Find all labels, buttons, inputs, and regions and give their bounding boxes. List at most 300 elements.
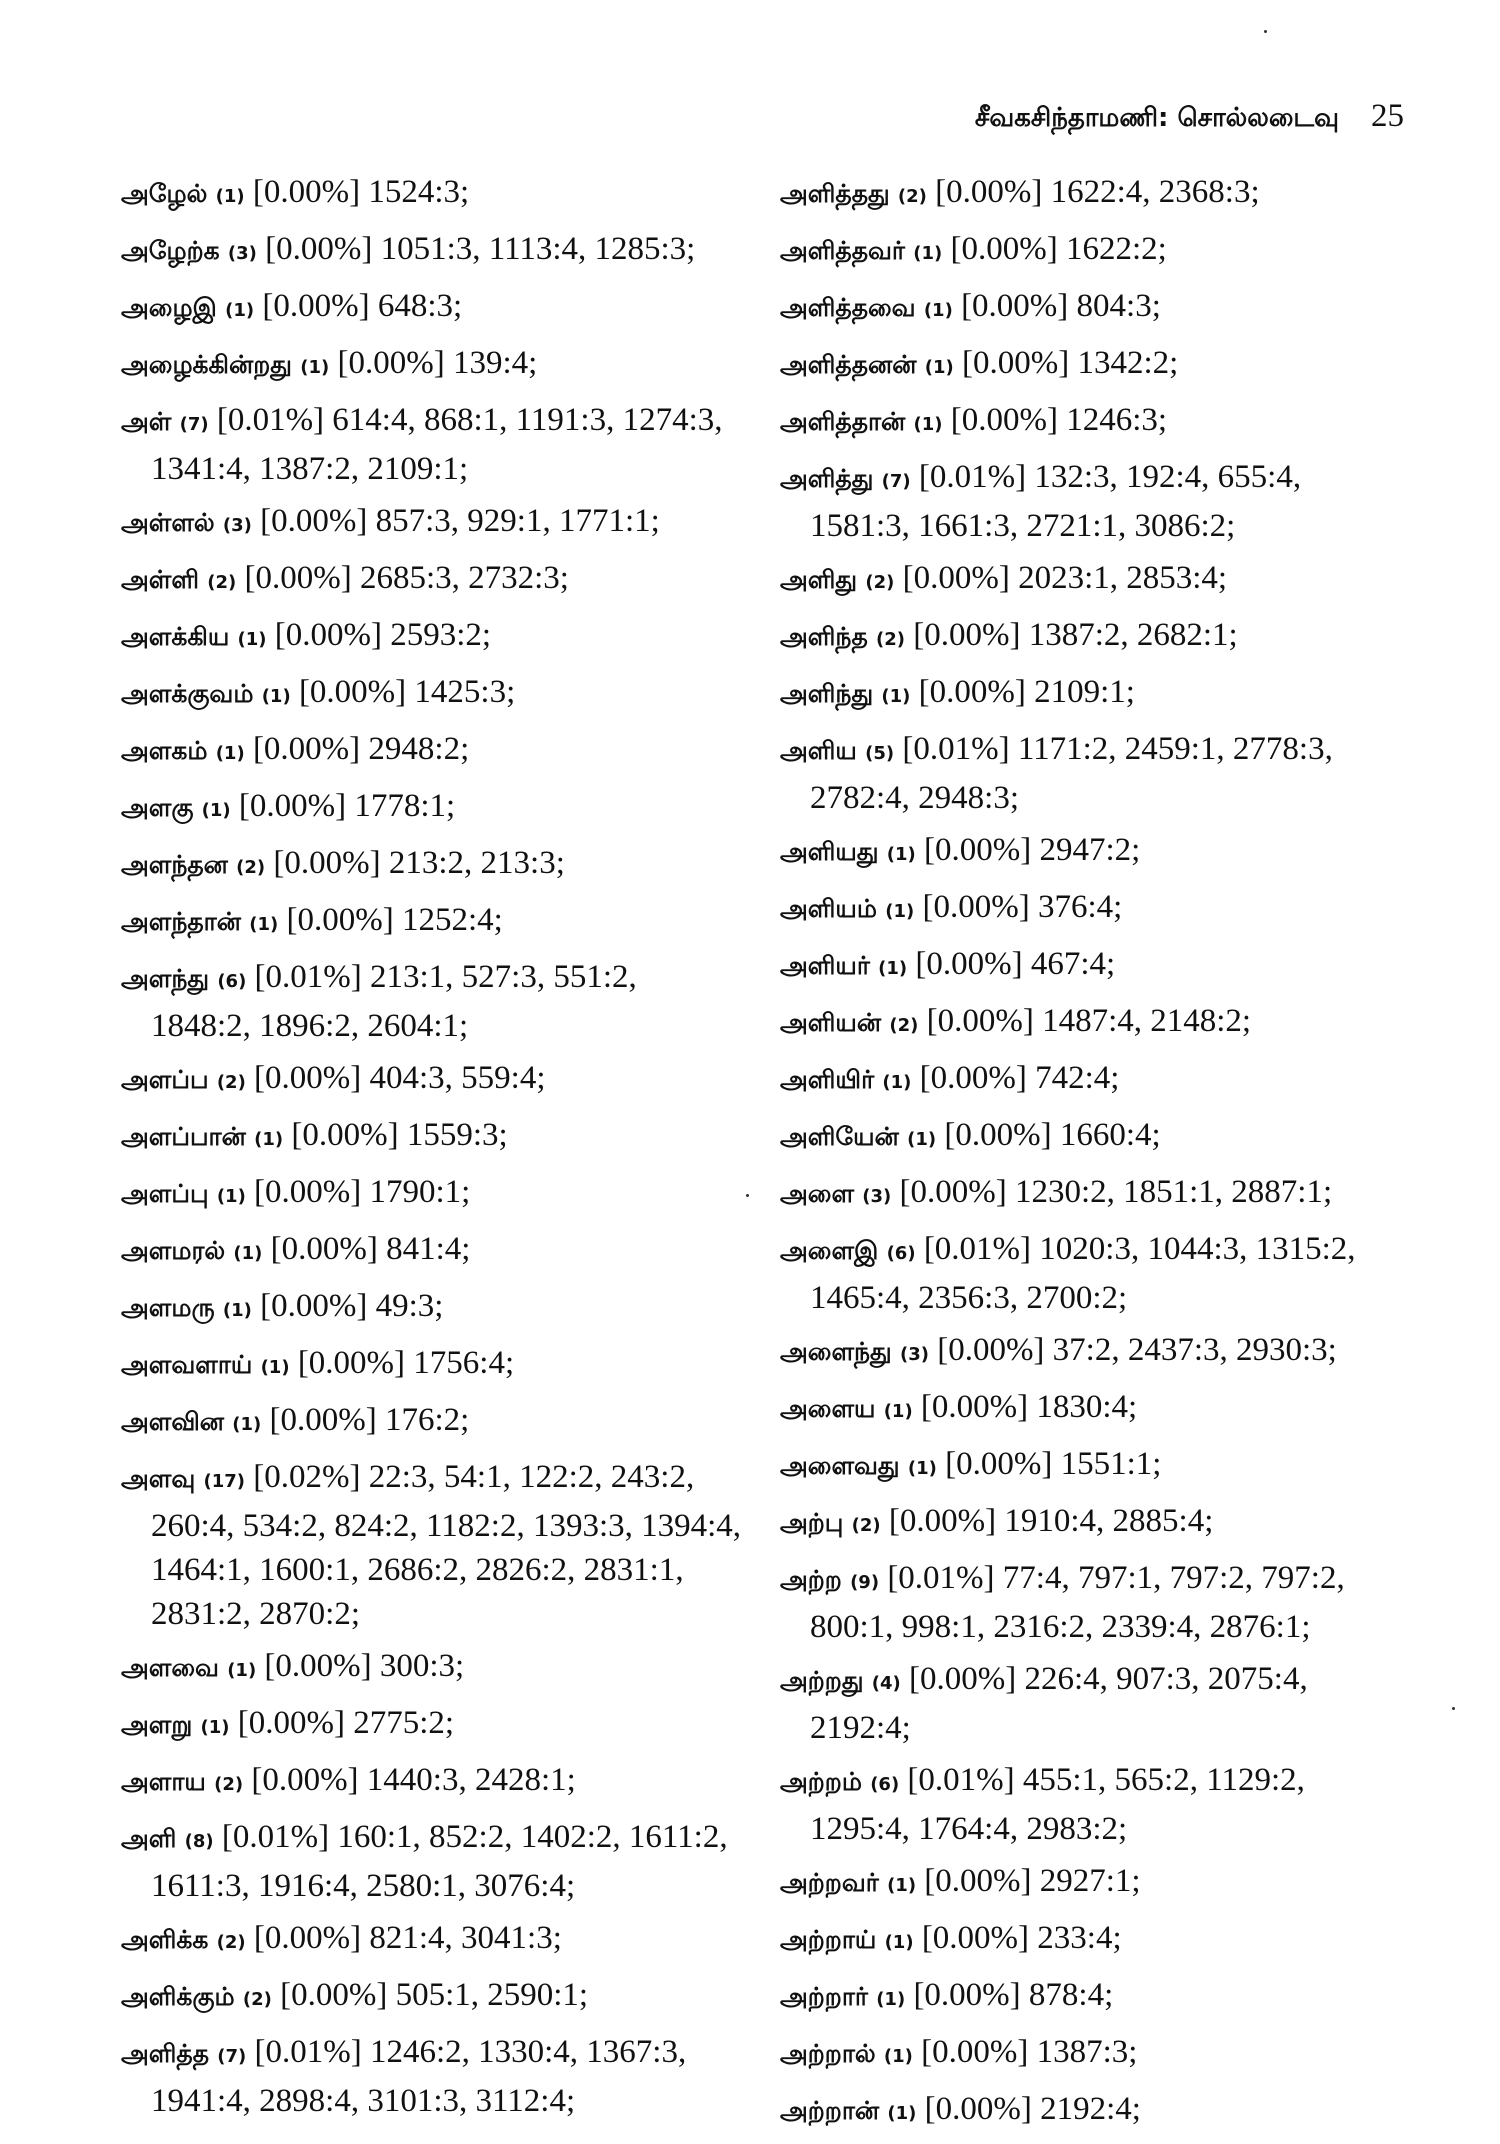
entry-count: (1) [883,1401,913,1422]
entry-percentage: [0.00%] [238,788,347,824]
entry-references: 1622:2; [1065,231,1167,267]
index-entry [121,170,743,219]
index-entry [121,1916,743,1965]
entry-percentage: [0.00%] [944,1117,1052,1153]
index-entry [121,1455,743,1636]
entry-count: (7) [881,471,911,492]
index-entry [121,613,743,662]
entry-percentage: [0.00%] [298,674,407,710]
entry-count: (6) [886,1243,916,1264]
entry-percentage: [0.00%] [253,1920,362,1956]
entry-percentage: [0.01%] [902,731,1010,767]
index-entry [121,284,743,333]
entry-references: 1559:3; [406,1117,508,1153]
entry-headword: அற்றான் [780,2096,880,2125]
entry-count: (1) [923,300,953,321]
entry-percentage: [0.00%] [251,1762,359,1798]
entry-percentage: [0.00%] [269,1402,377,1438]
entry-count: (1) [300,357,330,378]
entry-headword: அளப்பான் [121,1122,246,1151]
entry-percentage: [0.00%] [961,345,1070,381]
entry-headword: அளறு [121,1710,193,1739]
index-entry [780,1657,1402,1750]
entry-count: (9) [850,1572,880,1593]
entry-count: (1) [260,1357,290,1378]
entry-headword: அழைக்கின்றது [121,350,292,379]
entry-count: (1) [884,1932,914,1953]
entry-headword: அளமரு [121,1293,215,1322]
entry-references: 1487:4, 2148:2; [1042,1003,1252,1039]
index-entry [121,1170,743,1219]
entry-references: 878:4; [1028,1977,1114,2013]
index-entry [780,828,1402,877]
index-entry [121,1758,743,1807]
entry-count: (7) [179,414,209,435]
entry-references: 614:4, 868:1, 1191:3, 1274:3, 1341:4, 1387:2, 2109:1; [151,402,723,487]
entry-percentage: [0.01%] [887,1560,995,1596]
entry-count: (1) [924,357,954,378]
entry-count: (1) [216,1186,246,1207]
index-entry [121,1341,743,1390]
entry-headword: அளிய [780,736,857,765]
entry-headword: அளிது [780,565,858,594]
entry-count: (1) [913,414,943,435]
index-entry [780,1916,1402,1965]
entry-references: 160:1, 852:2, 1402:2, 1611:2, 1611:3, 1916:4, 2580:1, 3076:4; [151,1819,728,1904]
entry-headword: அளாய [121,1767,206,1796]
entry-count: (1) [201,800,231,821]
entry-percentage: [0.01%] [907,1762,1015,1798]
entry-percentage: [0.00%] [921,1920,1030,1956]
index-entry [780,1859,1402,1908]
index-entry [121,784,743,833]
entry-references: 376:4; [1037,889,1123,925]
entry-headword: அளித்து [780,464,874,493]
entry-references: 2947:2; [1039,832,1141,868]
entry-headword: அளகம் [121,736,208,765]
index-entry [121,398,743,491]
index-entry [121,556,743,605]
index-entry [780,727,1402,820]
entry-percentage: [0.01%] [216,402,325,438]
entry-count: (1) [881,686,911,707]
entry-headword: அளவளாய் [121,1350,253,1379]
entry-percentage: [0.00%] [919,1060,1027,1096]
entry-percentage: [0.00%] [252,174,361,210]
entry-headword: அளி [121,1824,177,1853]
entry-count: (2) [216,1072,246,1093]
entry-headword: அளக்குவம் [121,679,254,708]
index-entry [780,170,1402,219]
entry-headword: அளக்கிய [121,622,230,651]
index-entry [121,841,743,890]
entry-references: 1790:1; [369,1174,471,1210]
entry-headword: அளியது [780,837,879,866]
entry-references: 1440:3, 2428:1; [366,1762,576,1798]
entry-count: (4) [871,1673,901,1694]
entry-headword: அளித்தனன் [780,350,917,379]
entry-references: 233:4; [1037,1920,1122,1956]
index-entry [780,1227,1402,1320]
entry-headword: அற்றது [780,1666,864,1695]
entry-references: 505:1, 2590:1; [395,1977,589,2013]
entry-headword: அளவின [121,1407,225,1436]
entry-references: 2775:2; [353,1705,455,1741]
entry-headword: அற்ற [780,1565,842,1594]
index-entry [121,341,743,390]
entry-references: 77:4, 797:1, 797:2, 797:2, 800:1, 998:1, 2316:2, 2339:4, 2876:1; [810,1560,1345,1645]
entry-headword: அளியிர் [780,1065,875,1094]
entry-headword: அழைஇ [121,293,217,322]
entry-count: (1) [225,300,255,321]
entry-percentage: [0.01%] [254,959,362,995]
entry-headword: அளிந்து [780,679,874,708]
index-entry [780,2087,1402,2136]
entry-percentage: [0.00%] [270,1231,378,1267]
entry-headword: அளந்தான் [121,907,241,936]
entry-references: 2685:3, 2732:3; [359,560,569,596]
entry-references: 226:4, 907:3, 2075:4, 2192:4; [810,1661,1308,1746]
entry-references: 213:2, 213:3; [388,845,565,881]
entry-headword: அளமரல் [121,1236,226,1265]
entry-references: 1756:4; [413,1345,515,1381]
entry-references: 821:4, 3041:3; [369,1920,562,1956]
entry-percentage: [0.00%] [937,1332,1045,1368]
entry-count: (1) [907,1458,937,1479]
entry-percentage: [0.00%] [920,1389,1029,1425]
entry-headword: அளைஇ [780,1236,879,1265]
entry-headword: அளை [780,1179,854,1208]
entry-count: (3) [862,1186,892,1207]
entry-references: 213:1, 527:3, 551:2, 1848:2, 1896:2, 2604:1; [151,959,637,1044]
entry-references: 1778:1; [354,788,456,824]
entry-references: 37:2, 2437:3, 2930:3; [1052,1332,1337,1368]
entry-references: 455:1, 565:2, 1129:2, 1295:4, 1764:4, 2983:2; [810,1762,1305,1847]
entry-count: (8) [184,1831,214,1852]
entry-count: (1) [232,1414,262,1435]
entry-count: (1) [249,914,279,935]
index-entry [780,999,1402,1048]
entry-count: (2) [865,572,895,593]
entry-headword: அளவு [121,1464,196,1493]
index-entry [780,885,1402,934]
entry-percentage: [0.00%] [337,345,445,381]
entry-references: 300:3; [379,1648,465,1684]
entry-headword: அற்றவர் [780,1868,879,1897]
entry-percentage: [0.00%] [273,845,381,881]
entry-references: 2593:2; [390,617,492,653]
entry-references: 857:3, 929:1, 1771:1; [375,503,660,539]
entry-count: (1) [233,1243,263,1264]
entry-headword: அற்றால் [780,2039,876,2068]
index-entry [121,1973,743,2022]
entry-percentage: [0.00%] [262,288,370,324]
entry-percentage: [0.00%] [950,231,1058,267]
entry-references: 1246:2, 1330:4, 1367:3, 1941:4, 2898:4, 3101:3, 3112:4; [151,2034,687,2119]
entry-percentage: [0.00%] [935,174,1043,210]
entry-count: (1) [215,186,245,207]
header-title: சீவகசிந்தாமணி: சொல்லடைவு [974,103,1339,133]
entry-headword: அளகு [121,793,194,822]
index-entry [780,1442,1402,1491]
entry-references: 1171:2, 2459:1, 2778:3, 2782:4, 2948:3; [810,731,1333,816]
entry-references: 1622:4, 2368:3; [1050,174,1260,210]
index-entry [780,1499,1402,1548]
entry-count: (2) [214,1774,244,1795]
entry-references: 49:3; [375,1288,444,1324]
entry-percentage: [0.01%] [918,459,1027,495]
index-entry [121,1815,743,1908]
entry-percentage: [0.00%] [908,1661,1017,1697]
entry-percentage: [0.00%] [902,560,1010,596]
entry-references: 1051:3, 1113:4, 1285:3; [380,231,696,267]
index-entry [780,1170,1402,1219]
index-entry [121,1227,743,1276]
entry-count: (3) [899,1344,929,1365]
entry-headword: அளந்து [121,964,210,993]
index-entry [121,1284,743,1333]
entry-count: (1) [227,1660,257,1681]
entry-count: (3) [227,243,257,264]
entry-headword: அளித்தது [780,179,890,208]
index-entry [121,227,743,276]
entry-headword: அளைவது [780,1451,900,1480]
entry-count: (1) [200,1717,230,1738]
entry-references: 1910:4, 2885:4; [1004,1503,1214,1539]
entry-percentage: [0.00%] [237,1705,345,1741]
page-number: 25 [1371,98,1404,134]
entry-headword: அளைந்து [780,1337,892,1366]
entry-references: 467:4; [1030,946,1116,982]
entry-references: 2023:1, 2853:4; [1018,560,1228,596]
entry-percentage: [0.00%] [260,503,368,539]
entry-headword: அளியன் [780,1008,882,1037]
entry-percentage: [0.00%] [924,832,1032,868]
entry-references: 139:4; [452,345,538,381]
entry-percentage: [0.00%] [913,1977,1021,2013]
index-entry [121,1113,743,1162]
index-entry [780,1973,1402,2022]
entry-headword: அள்ளல் [121,508,215,537]
entry-count: (1) [886,844,916,865]
entry-headword: அளித்தவர் [780,236,905,265]
index-entry [780,341,1402,390]
entry-references: 1252:4; [401,902,503,938]
entry-count: (1) [882,1072,912,1093]
entry-percentage: [0.00%] [922,889,1030,925]
entry-count: (5) [865,743,895,764]
entry-count: (2) [889,1015,919,1036]
index-entry [780,1113,1402,1162]
index-column-left [121,170,743,2131]
entry-count: (2) [876,629,905,650]
entry-references: 742:4; [1035,1060,1120,1096]
entry-count: (1) [883,2046,913,2067]
entry-headword: அளியம் [780,894,877,923]
entry-references: 1660:4; [1059,1117,1161,1153]
entry-percentage: [0.00%] [280,1977,388,2013]
entry-percentage: [0.00%] [244,560,352,596]
entry-headword: அற்றம் [780,1767,862,1796]
entry-count: (2) [236,857,266,878]
entry-percentage: [0.00%] [913,617,1021,653]
entry-count: (1) [885,901,915,922]
entry-headword: அளப்ப [121,1065,209,1094]
entry-percentage: [0.00%] [265,231,373,267]
entry-references: 132:3, 192:4, 655:4, 1581:3, 1661:3, 2721:1, 3086:2; [810,459,1302,544]
entry-count: (3) [222,515,252,536]
entry-headword: அளியேன் [780,1122,899,1151]
entry-headword: அளியர் [780,951,870,980]
entry-headword: அளந்தன [121,850,228,879]
entry-percentage: [0.00%] [945,1446,1053,1482]
index-entry [121,1644,743,1693]
entry-percentage: [0.01%] [923,1231,1032,1267]
entry-headword: அற்றார் [780,1982,868,2011]
entry-headword: அளப்பு [121,1179,209,1208]
index-entry [780,1556,1402,1649]
entry-headword: அளித்தவை [780,293,916,322]
entry-references: 404:3, 559:4; [369,1060,546,1096]
entry-references: 1020:3, 1044:3, 1315:2, 1465:4, 2356:3, 2700:2; [810,1231,1356,1316]
entry-references: 1524:3; [368,174,470,210]
index-entry [780,227,1402,276]
index-entry [780,455,1402,548]
entry-references: 2192:4; [1040,2091,1141,2127]
entry-percentage: [0.00%] [252,731,361,767]
entry-headword: அற்பு [780,1508,844,1537]
entry-count: (6) [870,1774,900,1795]
entry-headword: அளித்த [121,2039,209,2068]
entry-count: (2) [897,186,927,207]
entry-percentage: [0.00%] [961,288,1069,324]
running-header [975,98,1404,136]
index-entry [121,727,743,776]
index-entry [121,1056,743,1105]
entry-percentage: [0.00%] [274,617,382,653]
entry-count: (1) [913,243,943,264]
index-entry [780,398,1402,447]
entry-percentage: [0.00%] [899,1174,1007,1210]
entry-percentage: [0.00%] [921,2034,1029,2070]
entry-count: (1) [887,2103,917,2124]
entry-percentage: [0.00%] [924,2091,1032,2127]
entry-headword: அளித்தான் [780,407,906,436]
entry-percentage: [0.00%] [286,902,394,938]
entry-headword: அளைய [780,1394,876,1423]
entry-references: 841:4; [386,1231,471,1267]
entry-percentage: [0.02%] [253,1459,361,1495]
entry-references: 1246:3; [1066,402,1168,438]
index-entry [121,1701,743,1750]
entry-count: (1) [237,629,267,650]
entry-count: (2) [216,1932,246,1953]
entry-count: (1) [876,1989,906,2010]
entry-percentage: [0.00%] [888,1503,997,1539]
index-column-right [780,170,1402,2144]
scan-speck [746,1194,749,1197]
entry-count: (1) [222,1300,252,1321]
index-entry [780,556,1402,605]
entry-percentage: [0.00%] [291,1117,399,1153]
entry-headword: அற்றாய் [780,1925,877,1954]
entry-percentage: [0.00%] [915,946,1023,982]
entry-references: 1425:3; [414,674,516,710]
entry-count: (2) [242,1989,272,2010]
index-entry [121,1398,743,1447]
entry-headword: அளிக்கும் [121,1982,235,2011]
entry-references: 648:3; [377,288,463,324]
index-entry [780,284,1402,333]
entry-headword: அள் [121,407,172,436]
entry-percentage: [0.00%] [950,402,1058,438]
entry-count: (17) [203,1471,246,1492]
entry-headword: அளிக்க [121,1925,209,1954]
entry-references: 2948:2; [368,731,470,767]
entry-headword: அழேற்க [121,236,220,265]
index-entry [121,499,743,548]
entry-percentage: [0.01%] [254,2034,362,2070]
entry-count: (2) [851,1515,881,1536]
index-entry [121,898,743,947]
entry-references: 804:3; [1076,288,1161,324]
entry-percentage: [0.00%] [254,1174,362,1210]
index-entry [780,1328,1402,1377]
entry-count: (1) [215,743,245,764]
entry-references: 1830:4; [1036,1389,1138,1425]
entry-percentage: [0.00%] [926,1003,1034,1039]
index-entry [780,2030,1402,2079]
entry-references: 176:2; [384,1402,470,1438]
index-entry [121,2030,743,2123]
scan-speck [1452,1707,1455,1710]
entry-percentage: [0.01%] [221,1819,330,1855]
entry-references: 1230:2, 1851:1, 2887:1; [1014,1174,1333,1210]
entry-references: 1387:2, 2682:1; [1028,617,1238,653]
entry-headword: அளிந்த [780,622,868,651]
entry-count: (1) [878,958,908,979]
entry-count: (1) [261,686,291,707]
entry-percentage: [0.00%] [918,674,1026,710]
index-entry [121,670,743,719]
entry-references: 1551:1; [1060,1446,1162,1482]
entry-count: (1) [887,1875,917,1896]
index-entry [780,1385,1402,1434]
entry-references: 22:3, 54:1, 122:2, 243:2, 260:4, 534:2, 824:2, 1182:2, 1393:3, 1394:4, 1464:1, 1600:1, 2686:2, 2826:2, 2831:1, 2831:2, 2870:2; [151,1459,742,1632]
entry-percentage: [0.00%] [924,1863,1032,1899]
entry-percentage: [0.00%] [260,1288,368,1324]
entry-references: 2927:1; [1039,1863,1141,1899]
entry-references: 1342:2; [1077,345,1179,381]
entry-references: 1387:3; [1036,2034,1138,2070]
index-entry [780,1056,1402,1105]
index-entry [780,942,1402,991]
entry-count: (1) [907,1129,937,1150]
entry-count: (6) [217,971,247,992]
entry-headword: அழேல் [121,179,208,208]
entry-percentage: [0.00%] [297,1345,406,1381]
entry-percentage: [0.00%] [254,1060,362,1096]
index-entry [780,670,1402,719]
entry-count: (1) [254,1129,284,1150]
entry-references: 2109:1; [1034,674,1135,710]
index-entry [780,1758,1402,1851]
entry-count: (2) [207,572,237,593]
entry-headword: அள்ளி [121,565,199,594]
entry-headword: அளவை [121,1653,219,1682]
entry-percentage: [0.00%] [264,1648,372,1684]
index-entry [780,613,1402,662]
